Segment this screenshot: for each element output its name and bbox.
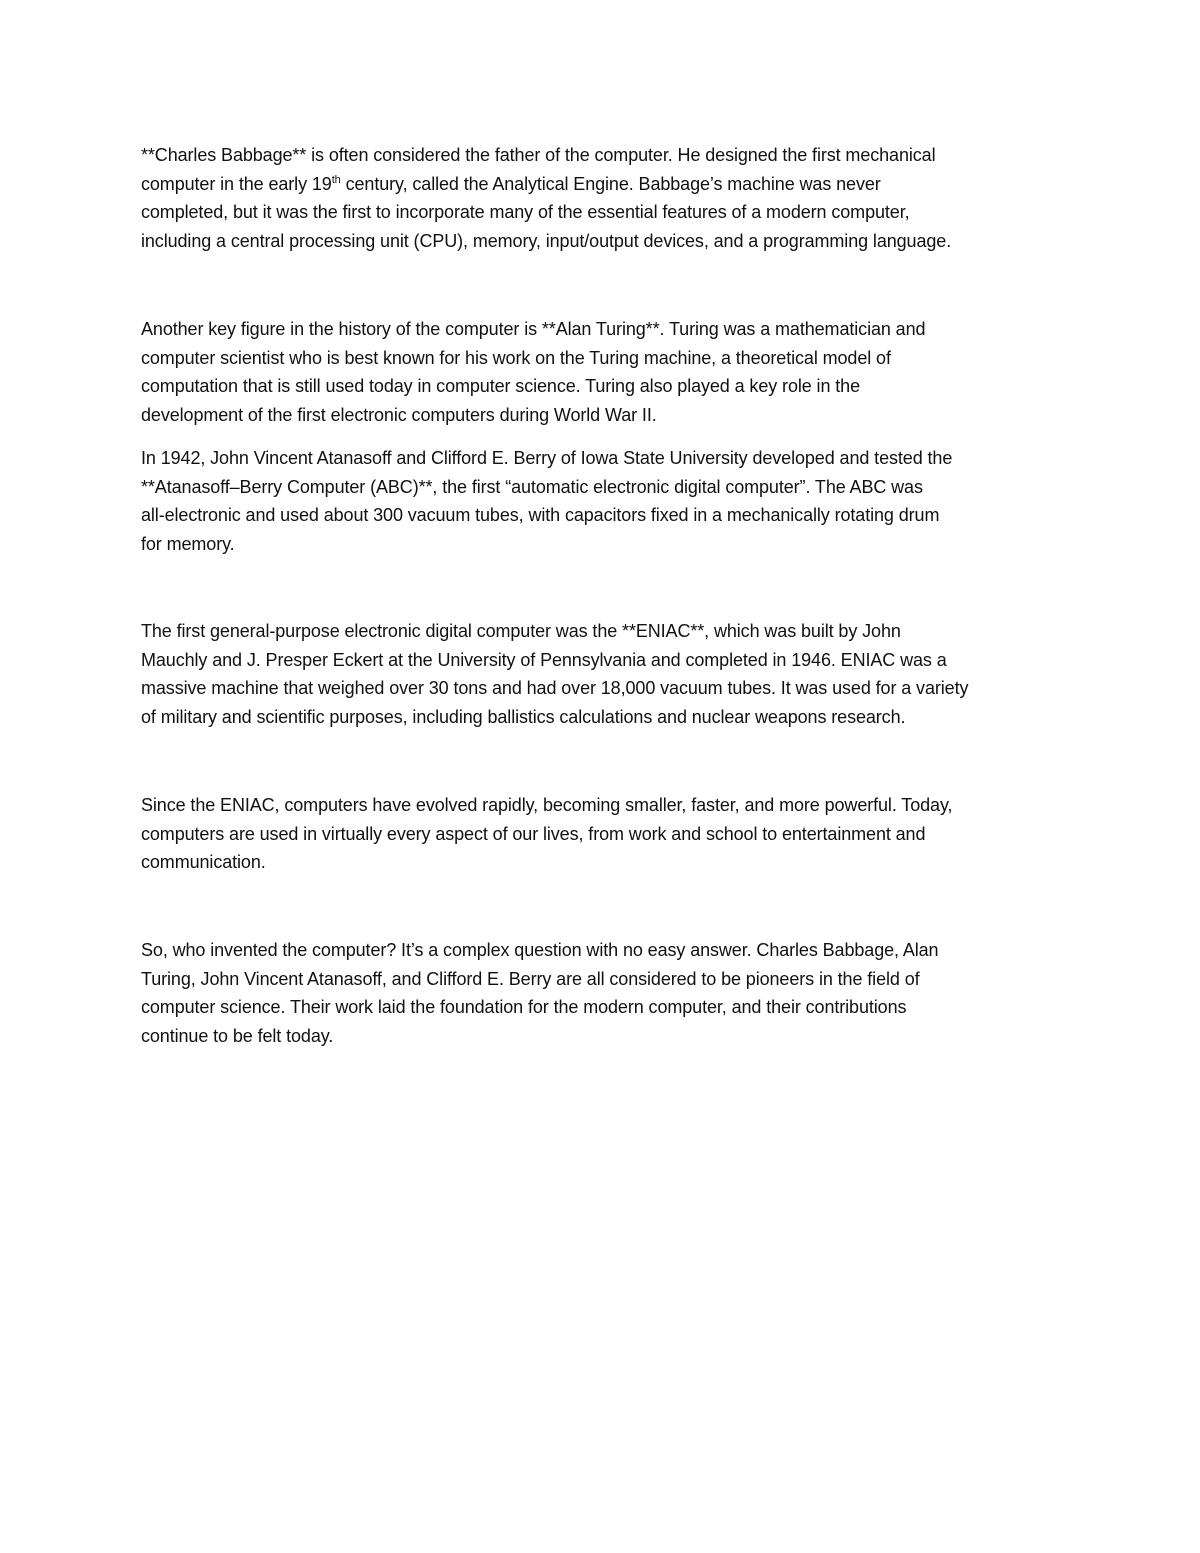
text-line: Turing, John Vincent Atanasoff, and Clifford E. Berry are all considered to be pioneers in the field of: [141, 968, 920, 989]
text-line: So, who invented the computer? It’s a complex question with no easy answer. Charles Babbage, Alan: [141, 940, 939, 960]
paragraph-conclusion: [141, 936, 1061, 1050]
text-segment: computer in the early 19: [141, 173, 332, 194]
text-line: all-electronic and used about 300 vacuum tubes, with capacitors fixed in a mechanically rotating drum: [141, 505, 940, 526]
text-line: massive machine that weighed over 30 tons and had over 18,000 vacuum tubes. It was used for a variety: [141, 678, 969, 699]
text-line: including a central processing unit (CPU), memory, input/output devices, and a programming language.: [141, 230, 952, 251]
text-line: In 1942, John Vincent Atanasoff and Clifford E. Berry of Iowa State University developed and tested the: [141, 448, 953, 468]
text-line: of military and scientific purposes, including ballistics calculations and nuclear weapons research.: [141, 706, 906, 727]
text-line: development of the first electronic computers during World War II.: [141, 404, 657, 425]
paragraph-babbage: [141, 141, 1061, 255]
text-line: computation that is still used today in computer science. Turing also played a key role in the: [141, 376, 860, 397]
paragraph-turing: [141, 315, 1061, 429]
paragraph-eniac: [141, 617, 1061, 731]
text-line: computer science. Their work laid the foundation for the modern computer, and their contributions: [141, 997, 907, 1018]
paragraph-atanasoff: [141, 444, 1061, 558]
text-line: Another key figure in the history of the computer is **Alan Turing**. Turing was a mathematician and: [141, 319, 926, 339]
text-line: computer scientist who is best known for his work on the Turing machine, a theoretical model of: [141, 347, 891, 368]
text-line: **Atanasoff–Berry Computer (ABC)**, the first “automatic electronic digital computer”. The ABC was: [141, 476, 923, 497]
text-line: computers are used in virtually every aspect of our lives, from work and school to entertainment and: [141, 823, 926, 844]
paragraph-since-eniac: [141, 791, 1061, 877]
text-line: completed, but it was the first to incorporate many of the essential features of a modern computer,: [141, 202, 910, 223]
text-line: [141, 170, 1061, 199]
text-line: Since the ENIAC, computers have evolved rapidly, becoming smaller, faster, and more powerful. Today,: [141, 795, 953, 815]
text-line: communication.: [141, 852, 266, 873]
text-line: The first general-purpose electronic digital computer was the **ENIAC**, which was built by John: [141, 621, 901, 641]
text-line: **Charles Babbage** is often considered the father of the computer. He designed the first mechanical: [141, 145, 936, 165]
superscript: th: [331, 173, 341, 186]
text-line: Mauchly and J. Presper Eckert at the University of Pennsylvania and completed in 1946. ENIAC was a: [141, 649, 947, 670]
text-line: continue to be felt today.: [141, 1025, 334, 1046]
text-segment: century, called the Analytical Engine. Babbage’s machine was never: [340, 173, 881, 194]
text-line: for memory.: [141, 533, 235, 554]
